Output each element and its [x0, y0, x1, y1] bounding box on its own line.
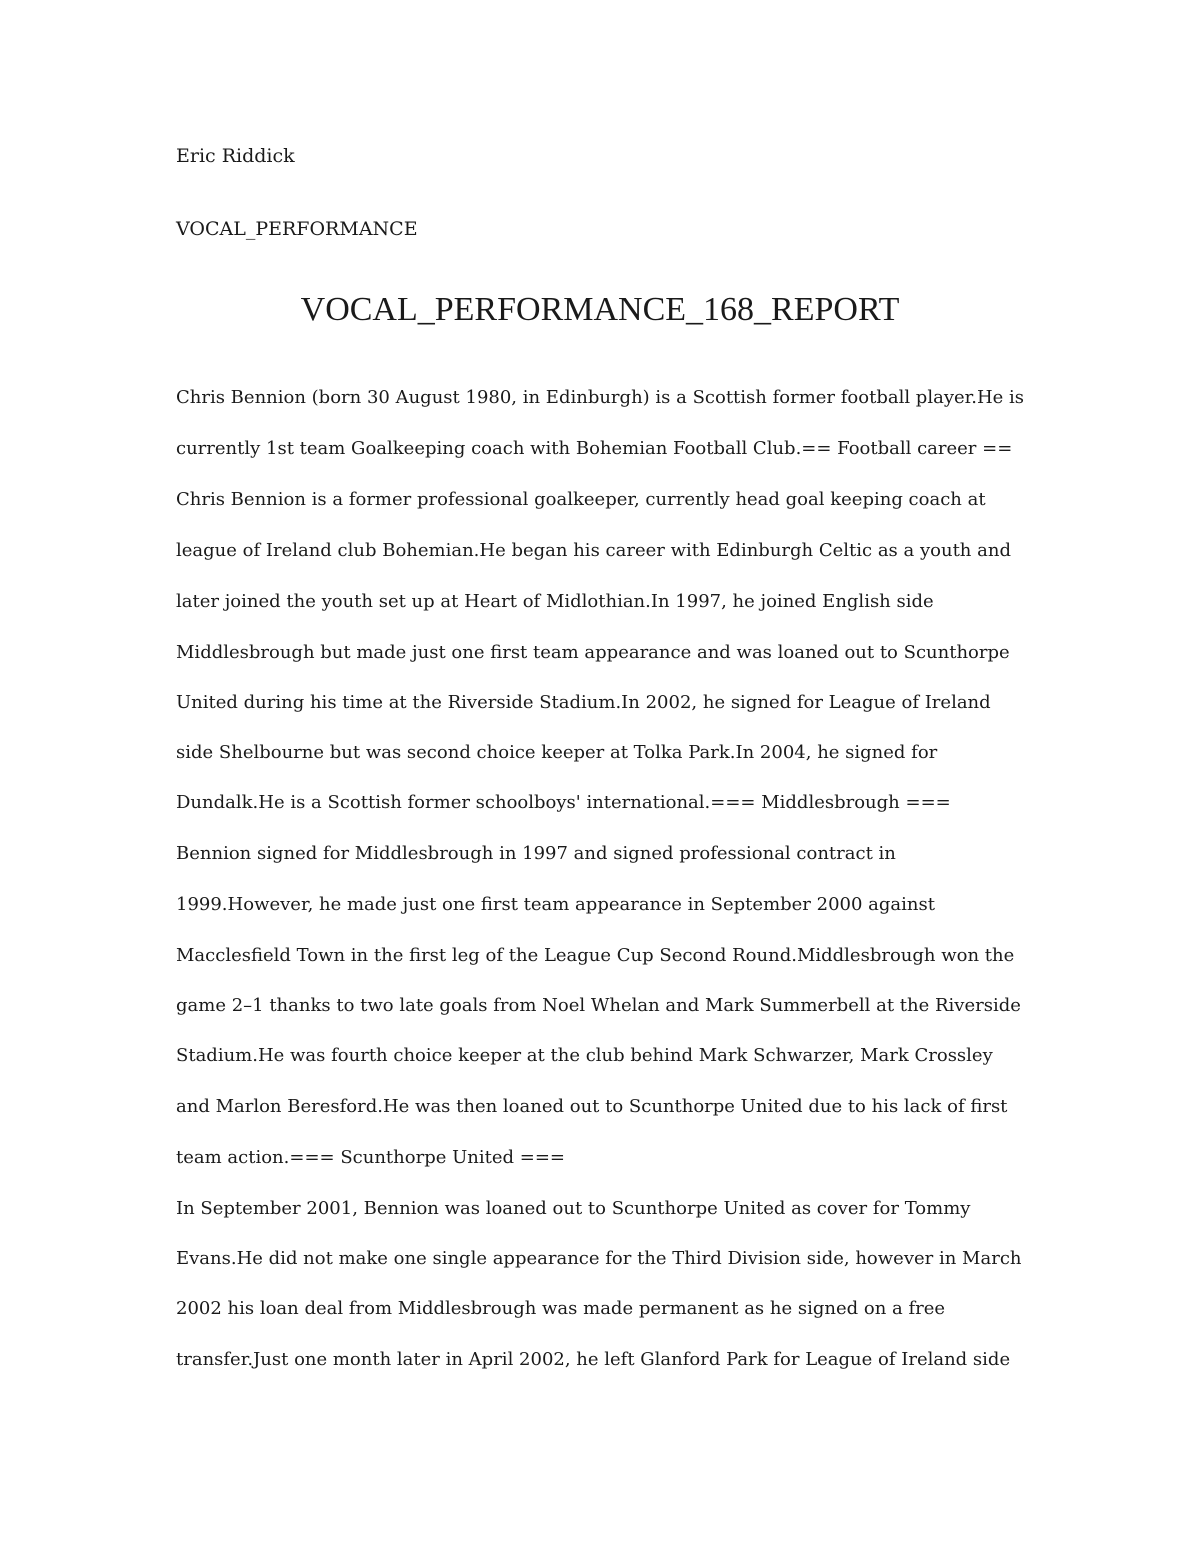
body-line: side Shelbourne but was second choice keeper at Tolka Park.In 2004, he signed for: [176, 742, 938, 763]
body-line: team action.=== Scunthorpe United ===: [176, 1147, 565, 1168]
body-line: 2002 his loan deal from Middlesbrough was made permanent as he signed on a free: [176, 1298, 946, 1319]
body-line: Evans.He did not make one single appearance for the Third Division side, however in March: [176, 1248, 1022, 1269]
body-line: game 2–1 thanks to two late goals from Noel Whelan and Mark Summerbell at the Riverside: [176, 995, 1021, 1016]
body-line: later joined the youth set up at Heart of Midlothian.In 1997, he joined English side: [176, 591, 934, 612]
body-line: United during his time at the Riverside Stadium.In 2002, he signed for League of Ireland: [176, 692, 991, 713]
body-line: Dundalk.He is a Scottish former schoolboys' international.=== Middlesbrough ===: [176, 792, 951, 813]
body-line: league of Ireland club Bohemian.He began his career with Edinburgh Celtic as a youth and: [176, 540, 1011, 561]
report-title: VOCAL_PERFORMANCE_168_REPORT: [300, 291, 900, 328]
body-line: 1999.However, he made just one first team appearance in September 2000 against: [176, 894, 935, 915]
body-line: Stadium.He was fourth choice keeper at the club behind Mark Schwarzer, Mark Crossley: [176, 1045, 993, 1066]
author-name: Eric Riddick: [176, 145, 295, 167]
body-line: currently 1st team Goalkeeping coach with Bohemian Football Club.== Football career ==: [176, 438, 1013, 459]
course-name: VOCAL_PERFORMANCE: [176, 218, 418, 240]
body-line: transfer.Just one month later in April 2002, he left Glanford Park for League of Ireland side: [176, 1349, 1011, 1370]
body-line: Middlesbrough but made just one first team appearance and was loaned out to Scunthorpe: [176, 642, 1010, 663]
body-line: Bennion signed for Middlesbrough in 1997 and signed professional contract in: [176, 843, 896, 864]
body-line: Chris Bennion (born 30 August 1980, in Edinburgh) is a Scottish former football player.He is: [176, 387, 1025, 408]
body-line: In September 2001, Bennion was loaned out to Scunthorpe United as cover for Tommy: [176, 1198, 971, 1219]
body-line: Chris Bennion is a former professional goalkeeper, currently head goal keeping coach at: [176, 489, 986, 510]
body-line: Macclesfield Town in the first leg of the League Cup Second Round.Middlesbrough won the: [176, 945, 1015, 966]
body-line: and Marlon Beresford.He was then loaned out to Scunthorpe United due to his lack of first: [176, 1096, 1008, 1117]
